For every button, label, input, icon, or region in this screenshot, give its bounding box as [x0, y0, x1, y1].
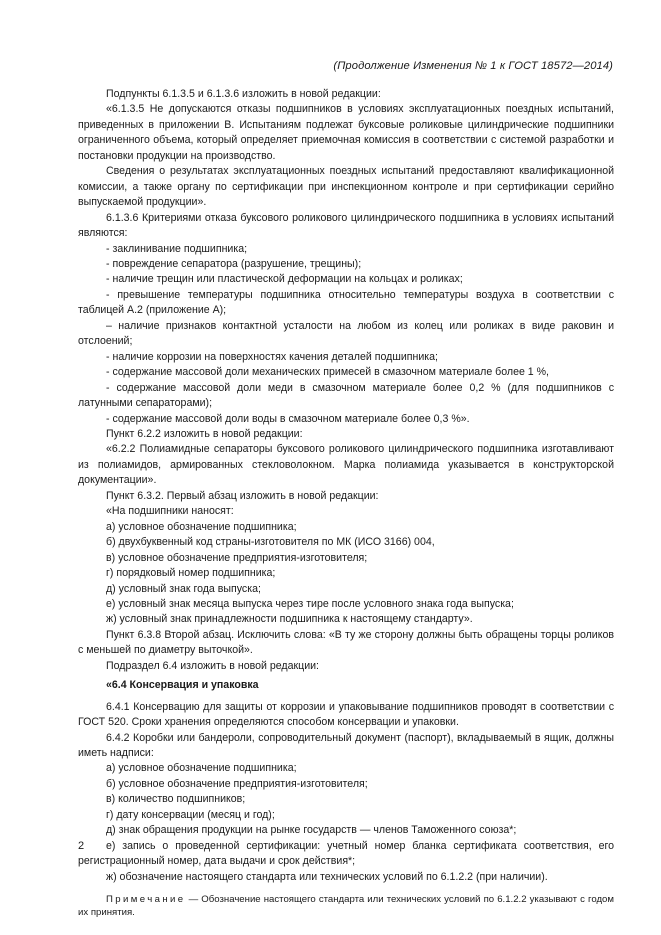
paragraph: Пункт 6.3.2. Первый абзац изложить в новой редакции:	[106, 489, 379, 502]
list-item: б) условное обозначение предприятия-изготовителя;	[106, 777, 368, 790]
list-item: ж) условный знак принадлежности подшипника к настоящему стандарту».	[106, 613, 473, 626]
list-item: - повреждение сепаратора (разрушение, трещины);	[106, 257, 362, 270]
list-item: - наличие коррозии на поверхностях качения деталей подшипника;	[106, 350, 438, 363]
list-item: – наличие признаков контактной усталости на любом из колец или роликах в виде раковин и отслоений;	[78, 319, 614, 348]
list-item: - содержание массовой доли меди в смазочном материале более 0,2 % (для подшипников с латунными сепараторами);	[78, 381, 614, 410]
paragraph: «6.1.3.5 Не допускаются отказы подшипников в условиях эксплуатационных поездных испытаний, приведенных в приложении В. Испытаниям подлежат буксовые роликовые цилиндрические подшипники ограниченного объема, который определяет приемочная комиссия в соответствии с системой разработки и постановки продукции на производство.	[78, 103, 614, 162]
list-item: - заклинивание подшипника;	[106, 242, 248, 255]
paragraph: Подпункты 6.1.3.5 и 6.1.3.6 изложить в новой редакции:	[106, 88, 381, 100]
list-item: в) количество подшипников;	[106, 793, 246, 806]
note	[78, 893, 614, 919]
section-heading: «6.4 Консервация и упаковка	[106, 679, 259, 692]
paragraph: «6.2.2 Полиамидные сепараторы буксового роликового цилиндрического подшипника изготавливают из полиамидов, армированных стекловолокном. Марка полиамида указывается в конструкторской документации».	[78, 443, 614, 487]
paragraph: 6.4.2 Коробки или бандероли, сопроводительный документ (паспорт), вкладываемый в ящик, должны иметь надписи:	[78, 731, 614, 760]
paragraph: Пункт 6.3.8 Второй абзац. Исключить слова: «В ту же сторону должны быть обращены торцы роликов с меньшей по диаметру выточкой».	[78, 628, 614, 657]
note-text: — Обозначение настоящего стандарта или технических условий по 6.1.2.2 указывают с годом их принятия.	[78, 894, 614, 919]
list-item: б) двухбуквенный код страны-изготовителя по МК (ИСО 3166) 004,	[106, 536, 435, 549]
paragraph: Подраздел 6.4 изложить в новой редакции:	[106, 659, 319, 672]
list-item: - наличие трещин или пластической деформации на кольцах и роликах;	[106, 273, 463, 286]
paragraph: Сведения о результатах эксплуатационных поездных испытаний предоставляют квалификационной комиссии, а также органу по сертификации при инспекционном контроле и при сертификации серийно выпускаемой продукции».	[78, 165, 614, 209]
list-item: а) условное обозначение подшипника;	[106, 762, 297, 775]
paragraph: Пункт 6.2.2 изложить в новой редакции:	[106, 427, 303, 440]
list-item: - содержание массовой доли механических примесей в смазочном материале более 1 %,	[106, 366, 549, 379]
note-label: Примечание	[106, 894, 186, 906]
paragraph: 6.1.3.6 Критериями отказа буксового роликового цилиндрического подшипника в условиях испытаний являются:	[78, 211, 614, 240]
list-item: в) условное обозначение предприятия-изготовителя;	[106, 551, 368, 564]
document-body	[78, 87, 614, 919]
list-item: д) условный знак года выпуска;	[106, 582, 261, 595]
paragraph: 6.4.1 Консервацию для защиты от коррозии и упаковывание подшипников проводят в соответствии с ГОСТ 520. Сроки хранения определяются способом консервации и упаковки.	[78, 700, 614, 729]
page-number: 2	[78, 840, 85, 852]
list-item: е) запись о проведенной сертификации: учетный номер бланка сертификата соответствия, его регистрационный номер, дата выдачи и срок действия*;	[78, 839, 614, 868]
list-item: д) знак обращения продукции на рынке государств — членов Таможенного союза*;	[106, 824, 517, 837]
list-item: - содержание массовой доли воды в смазочном материале более 0,3 %».	[106, 412, 470, 425]
list-item: е) условный знак месяца выпуска через тире после условного знака года выпуска;	[106, 597, 514, 610]
list-item: а) условное обозначение подшипника;	[106, 520, 297, 533]
paragraph: «На подшипники наносят:	[106, 505, 234, 518]
list-item: ж) обозначение настоящего стандарта или технических условий по 6.1.2.2 (при наличии).	[106, 870, 548, 883]
page-header: (Продолжение Изменения № 1 к ГОСТ 18572—2014)	[333, 60, 613, 72]
list-item: г) порядковый номер подшипника;	[106, 567, 276, 580]
list-item: - превышение температуры подшипника относительно температуры воздуха в соответствии с таблицей А.2 (приложение А);	[78, 288, 614, 317]
list-item: г) дату консервации (месяц и год);	[106, 808, 275, 821]
